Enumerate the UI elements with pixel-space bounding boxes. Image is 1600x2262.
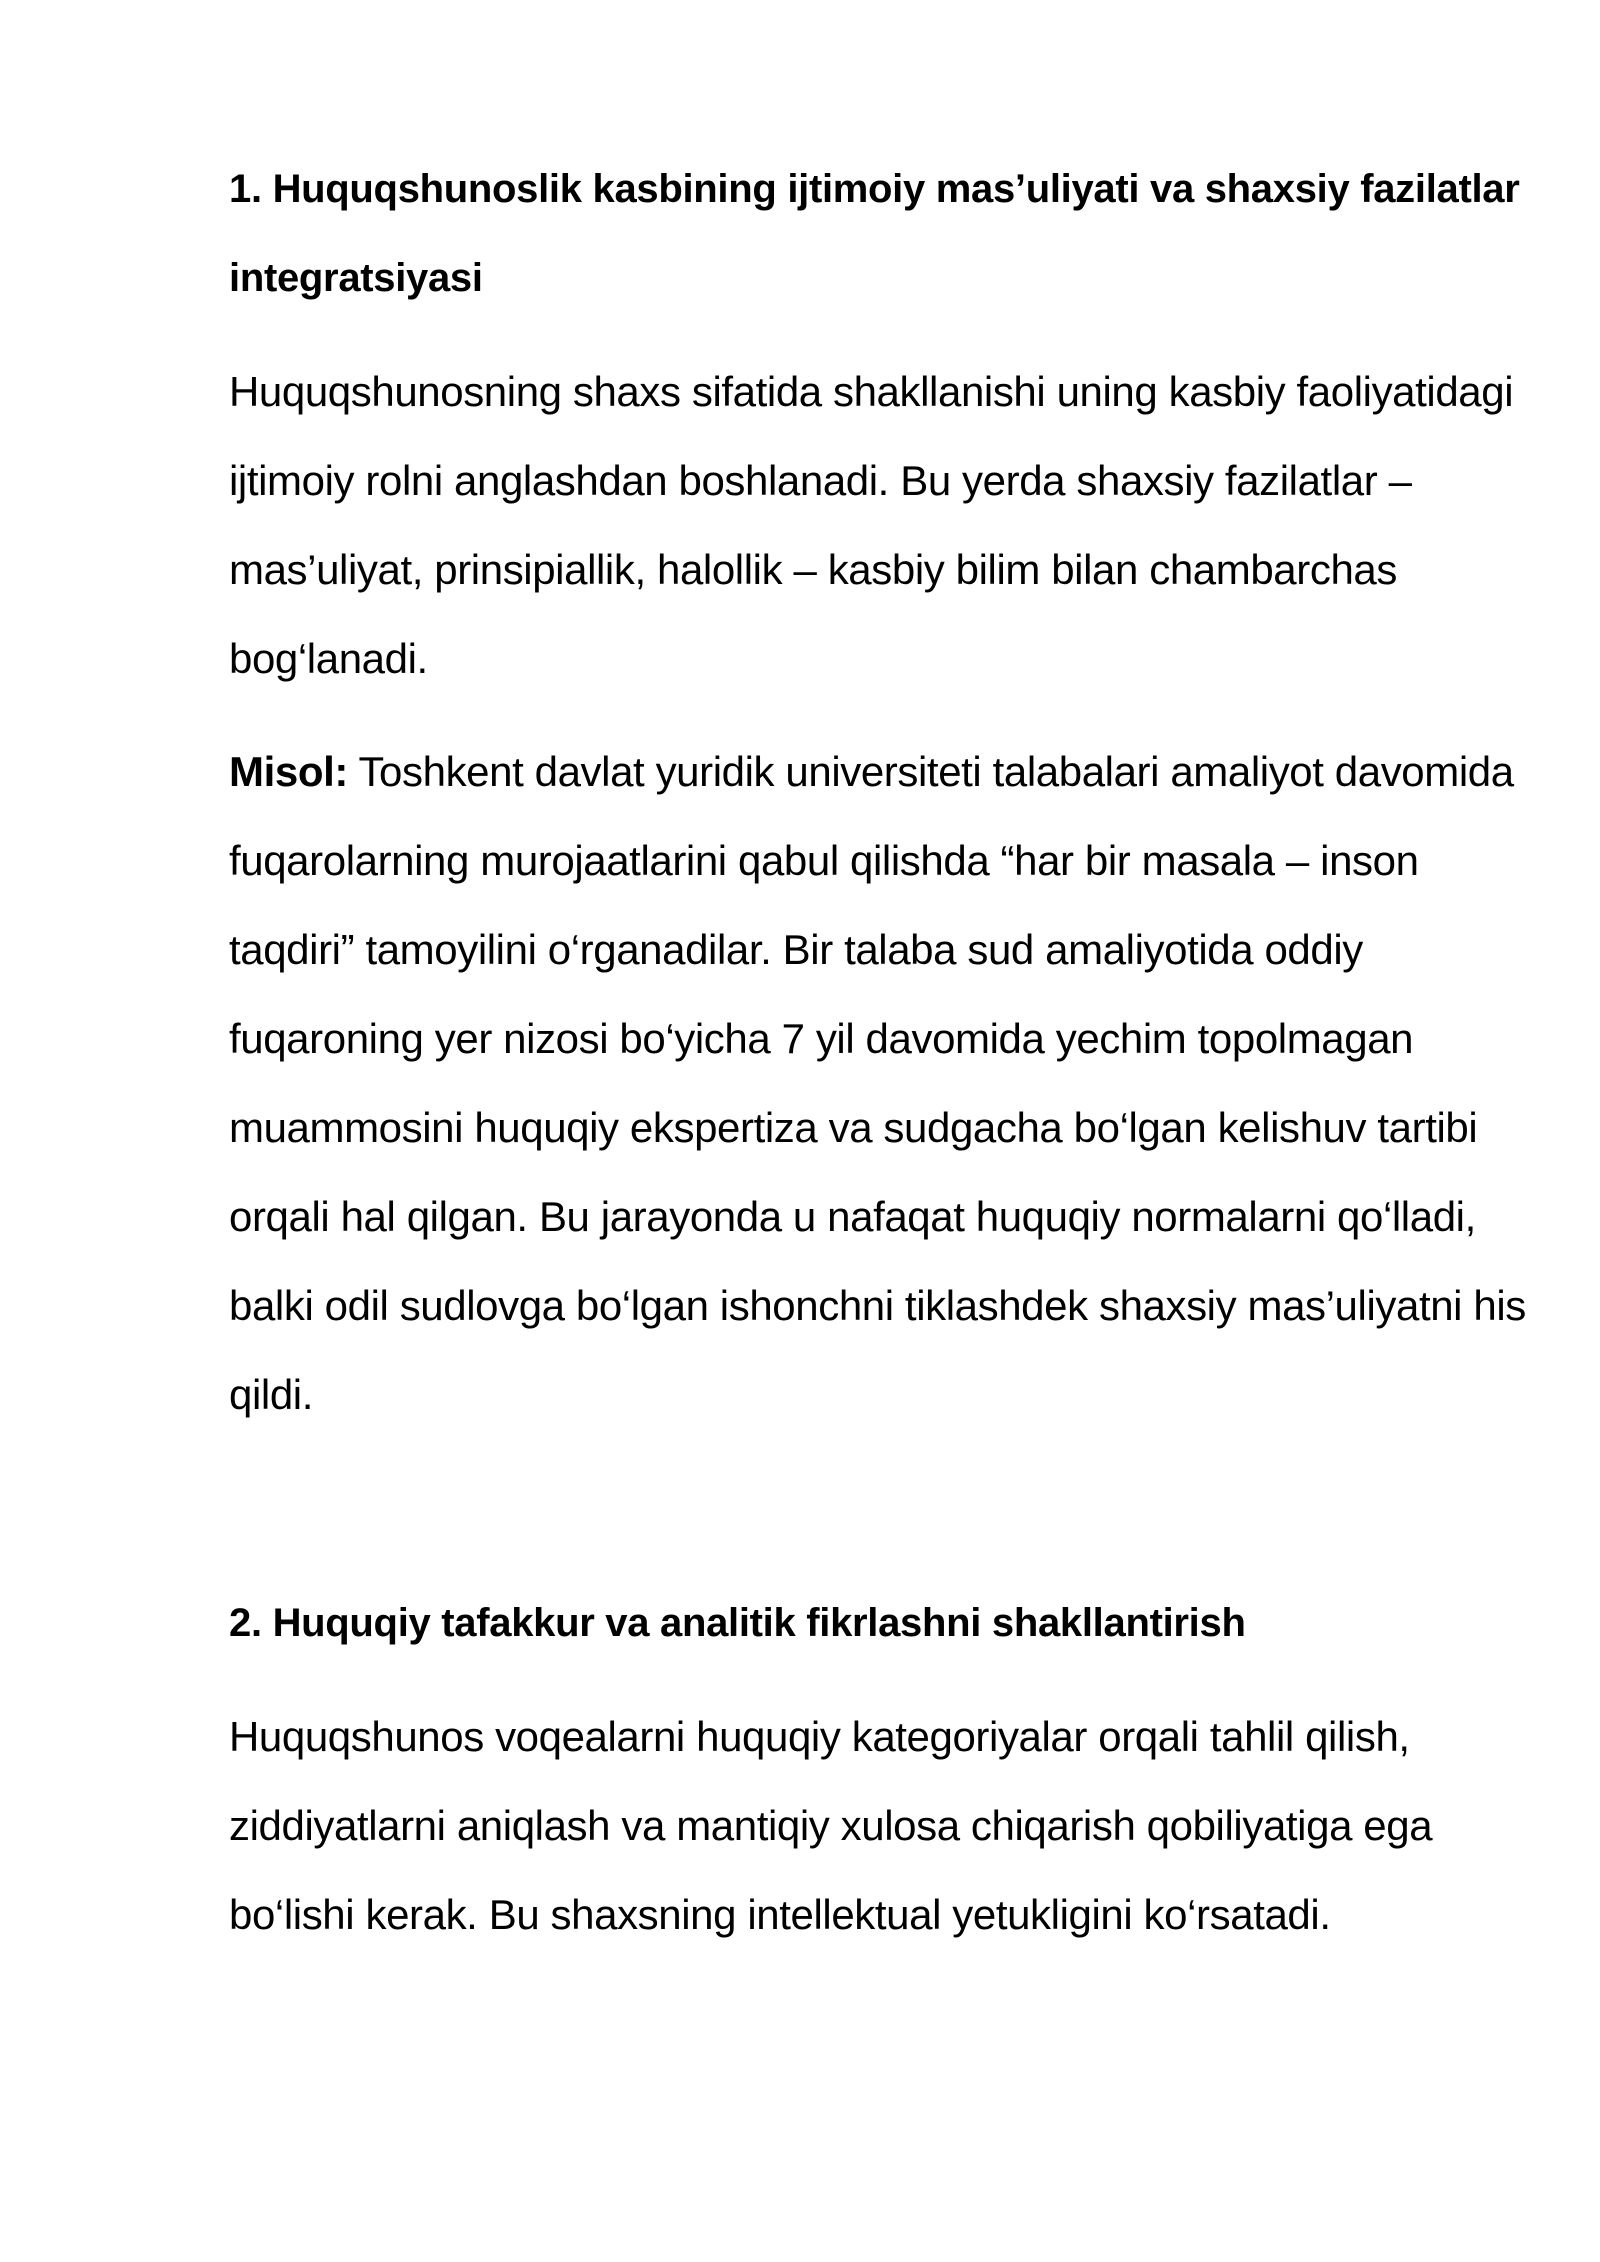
example-text: Toshkent davlat yuridik universiteti talabalari amaliyot davomida fuqarolarning murojaatlarini qabul qilishda “har bir masala – inson taqdiri” tamoyilini o‘rganadilar. Bir talaba sud amaliyotida oddiy fuqaroning yer nizosi bo‘yicha 7 yil davomida yechim topolmagan muammosini huquqiy ekspertiza va sudgacha bo‘lgan kelishuv tartibi orqali hal qilgan. Bu jarayonda u nafaqat huquqiy normalarni qo‘lladi, balki odil sudlovga bo‘lgan ishonchni tiklashdek shaxsiy mas’uliyatni his qildi.: [229, 748, 1526, 1418]
section-1-heading: 1. Huquqshunoslik kasbining ijtimoiy mas’uliyati va shaxsiy fazilatlar integratsiyasi: [229, 167, 1520, 300]
section-1-example: [229, 727, 1529, 1439]
example-label: Misol:: [229, 748, 348, 795]
section-2-heading: 2. Huquqiy tafakkur va analitik fikrlashni shakllantirish: [229, 1601, 1246, 1645]
document-body: [229, 145, 1529, 1959]
section-1-paragraph: Huquqshunosning shaxs sifatida shakllanishi uning kasbiy faoliyatidagi ijtimoiy rolni anglashdan boshlanadi. Bu yerda shaxsiy fazilatlar – mas’uliyat, prinsipiallik, halollik – kasbiy bilim bilan chambarchas bog‘lanadi.: [229, 368, 1514, 682]
section-2-paragraph: Huquqshunos voqealarni huquqiy kategoriyalar orqali tahlil qilish, ziddiyatlarni aniqlash va mantiqiy xulosa chiqarish qobiliyatiga ega bo‘lishi kerak. Bu shaxsning intellektual yetukligini ko‘rsatadi.: [229, 1713, 1433, 1938]
